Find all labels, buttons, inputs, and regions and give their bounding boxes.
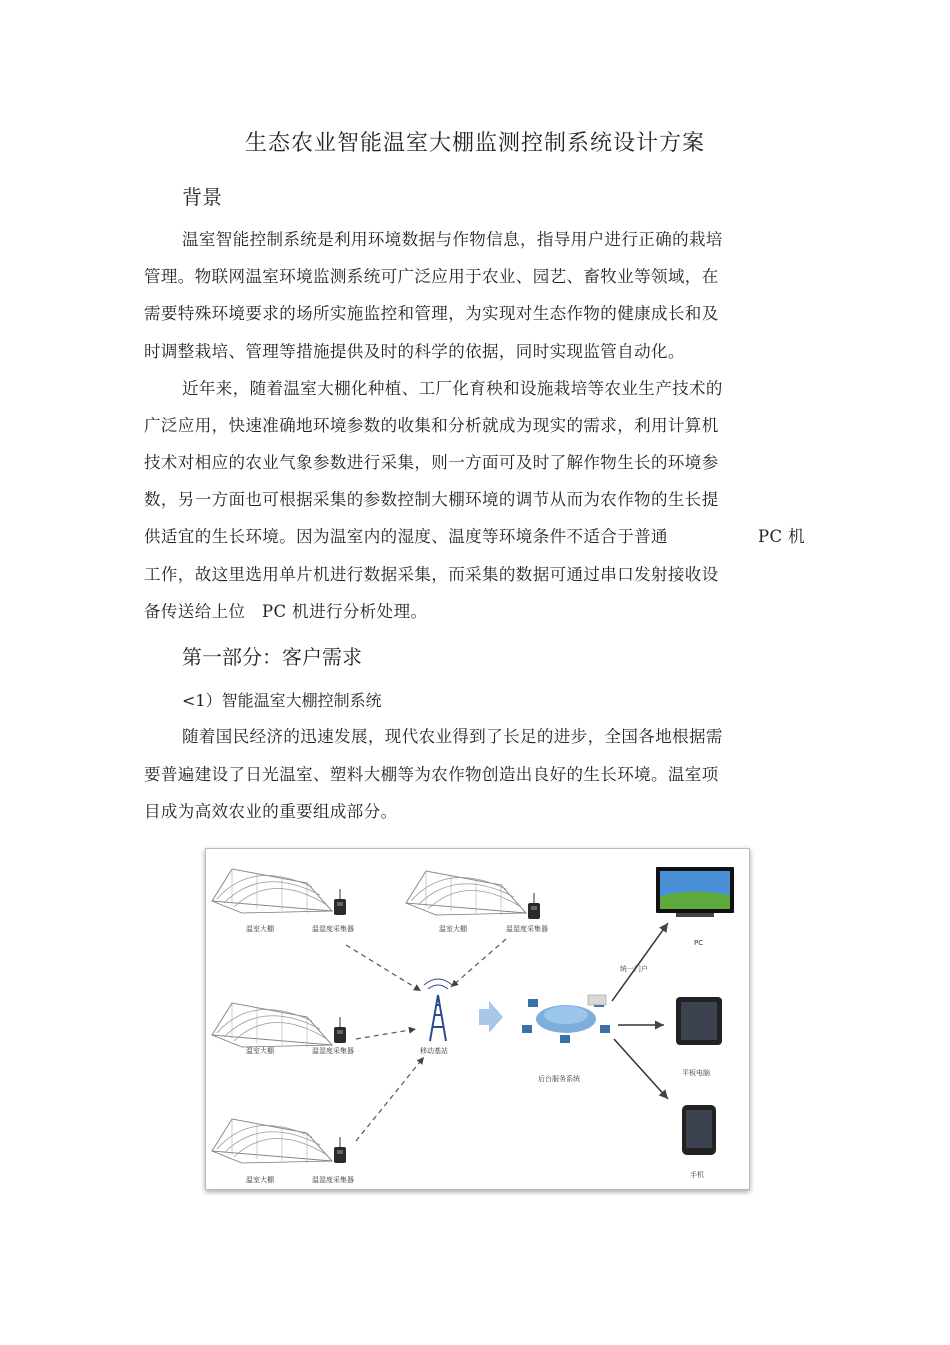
paragraph-fragment: PC 机进行分析处理。 bbox=[262, 602, 428, 621]
collector-label: 温湿度采集器 bbox=[506, 925, 548, 933]
paragraph-line: 广泛应用，快速准确地环境参数的收集和分析就成为现实的需求，利用计算机 bbox=[144, 416, 719, 435]
section-heading-background: 背景 bbox=[182, 185, 222, 209]
phone-label: 手机 bbox=[690, 1171, 704, 1179]
paragraph-line: 时调整栽培、管理等措施提供及时的科学的依据，同时实现监管自动化。 bbox=[144, 342, 685, 361]
portal-label: 统一门户 bbox=[620, 965, 648, 973]
pc-monitor-icon bbox=[656, 867, 734, 947]
collector-label: 温湿度采集器 bbox=[312, 925, 354, 933]
backend-label: 后台服务系统 bbox=[538, 1075, 580, 1083]
greenhouse-label: 温室大棚 bbox=[246, 1047, 274, 1055]
paragraph-line: 备传送给上位 bbox=[144, 602, 246, 621]
paragraph-line: 工作，故这里选用单片机进行数据采集，而采集的数据可通过串口发射接收设 bbox=[144, 565, 719, 584]
paragraph-line: 供适宜的生长环境。因为温室内的湿度、温度等环境条件不适合于普通 bbox=[144, 527, 668, 546]
paragraph-line: 数，另一方面也可根据采集的参数控制大棚环境的调节从而为农作物的生长提 bbox=[144, 490, 719, 509]
greenhouse-icon bbox=[212, 869, 354, 933]
greenhouse-label: 温室大棚 bbox=[439, 925, 467, 933]
greenhouse-icon bbox=[212, 1119, 354, 1184]
subsection-heading: <1）智能温室大棚控制系统 bbox=[182, 691, 382, 710]
section-heading-part1: 第一部分：客户需求 bbox=[182, 645, 362, 669]
base-station-label: 移动基站 bbox=[420, 1047, 448, 1055]
paragraph-line: 管理。物联网温室环境监测系统可广泛应用于农业、园艺、畜牧业等领域，在 bbox=[144, 267, 719, 286]
paragraph-line: 温室智能控制系统是利用环境数据与作物信息，指导用户进行正确的栽培 bbox=[182, 230, 723, 249]
paragraph-line: 技术对相应的农业气象参数进行采集，则一方面可及时了解作物生长的环境参 bbox=[144, 453, 719, 472]
collector-label: 温湿度采集器 bbox=[312, 1047, 354, 1055]
base-station-icon bbox=[420, 979, 452, 1055]
pc-label: PC bbox=[694, 939, 704, 947]
greenhouse-icon bbox=[212, 1003, 354, 1055]
tablet-label: 平板电脑 bbox=[682, 1069, 710, 1077]
paragraph-line: 近年来，随着温室大棚化种植、工厂化育秧和设施栽培等农业生产技术的 bbox=[182, 379, 723, 398]
tablet-icon bbox=[676, 997, 722, 1077]
paragraph-line: 目成为高效农业的重要组成部分。 bbox=[144, 802, 398, 821]
system-architecture-figure bbox=[205, 848, 750, 1190]
page-title: 生态农业智能温室大棚监测控制系统设计方案 bbox=[244, 131, 705, 156]
greenhouse-icon bbox=[406, 871, 548, 933]
flow-arrow-icon bbox=[479, 1001, 503, 1033]
paragraph-line: 需要特殊环境要求的场所实施监控和管理，为实现对生态作物的健康成长和及 bbox=[144, 304, 719, 323]
backend-server-icon bbox=[522, 995, 610, 1083]
greenhouse-label: 温室大棚 bbox=[246, 925, 274, 933]
paragraph-line: 随着国民经济的迅速发展，现代农业得到了长足的进步，全国各地根据需 bbox=[182, 727, 723, 746]
phone-icon bbox=[682, 1105, 716, 1179]
collector-label: 温湿度采集器 bbox=[312, 1176, 354, 1184]
paragraph-fragment: PC 机 bbox=[758, 527, 806, 546]
greenhouse-label: 温室大棚 bbox=[246, 1176, 274, 1184]
paragraph-line: 要普遍建设了日光温室、塑料大棚等为农作物创造出良好的生长环境。温室项 bbox=[144, 765, 719, 784]
